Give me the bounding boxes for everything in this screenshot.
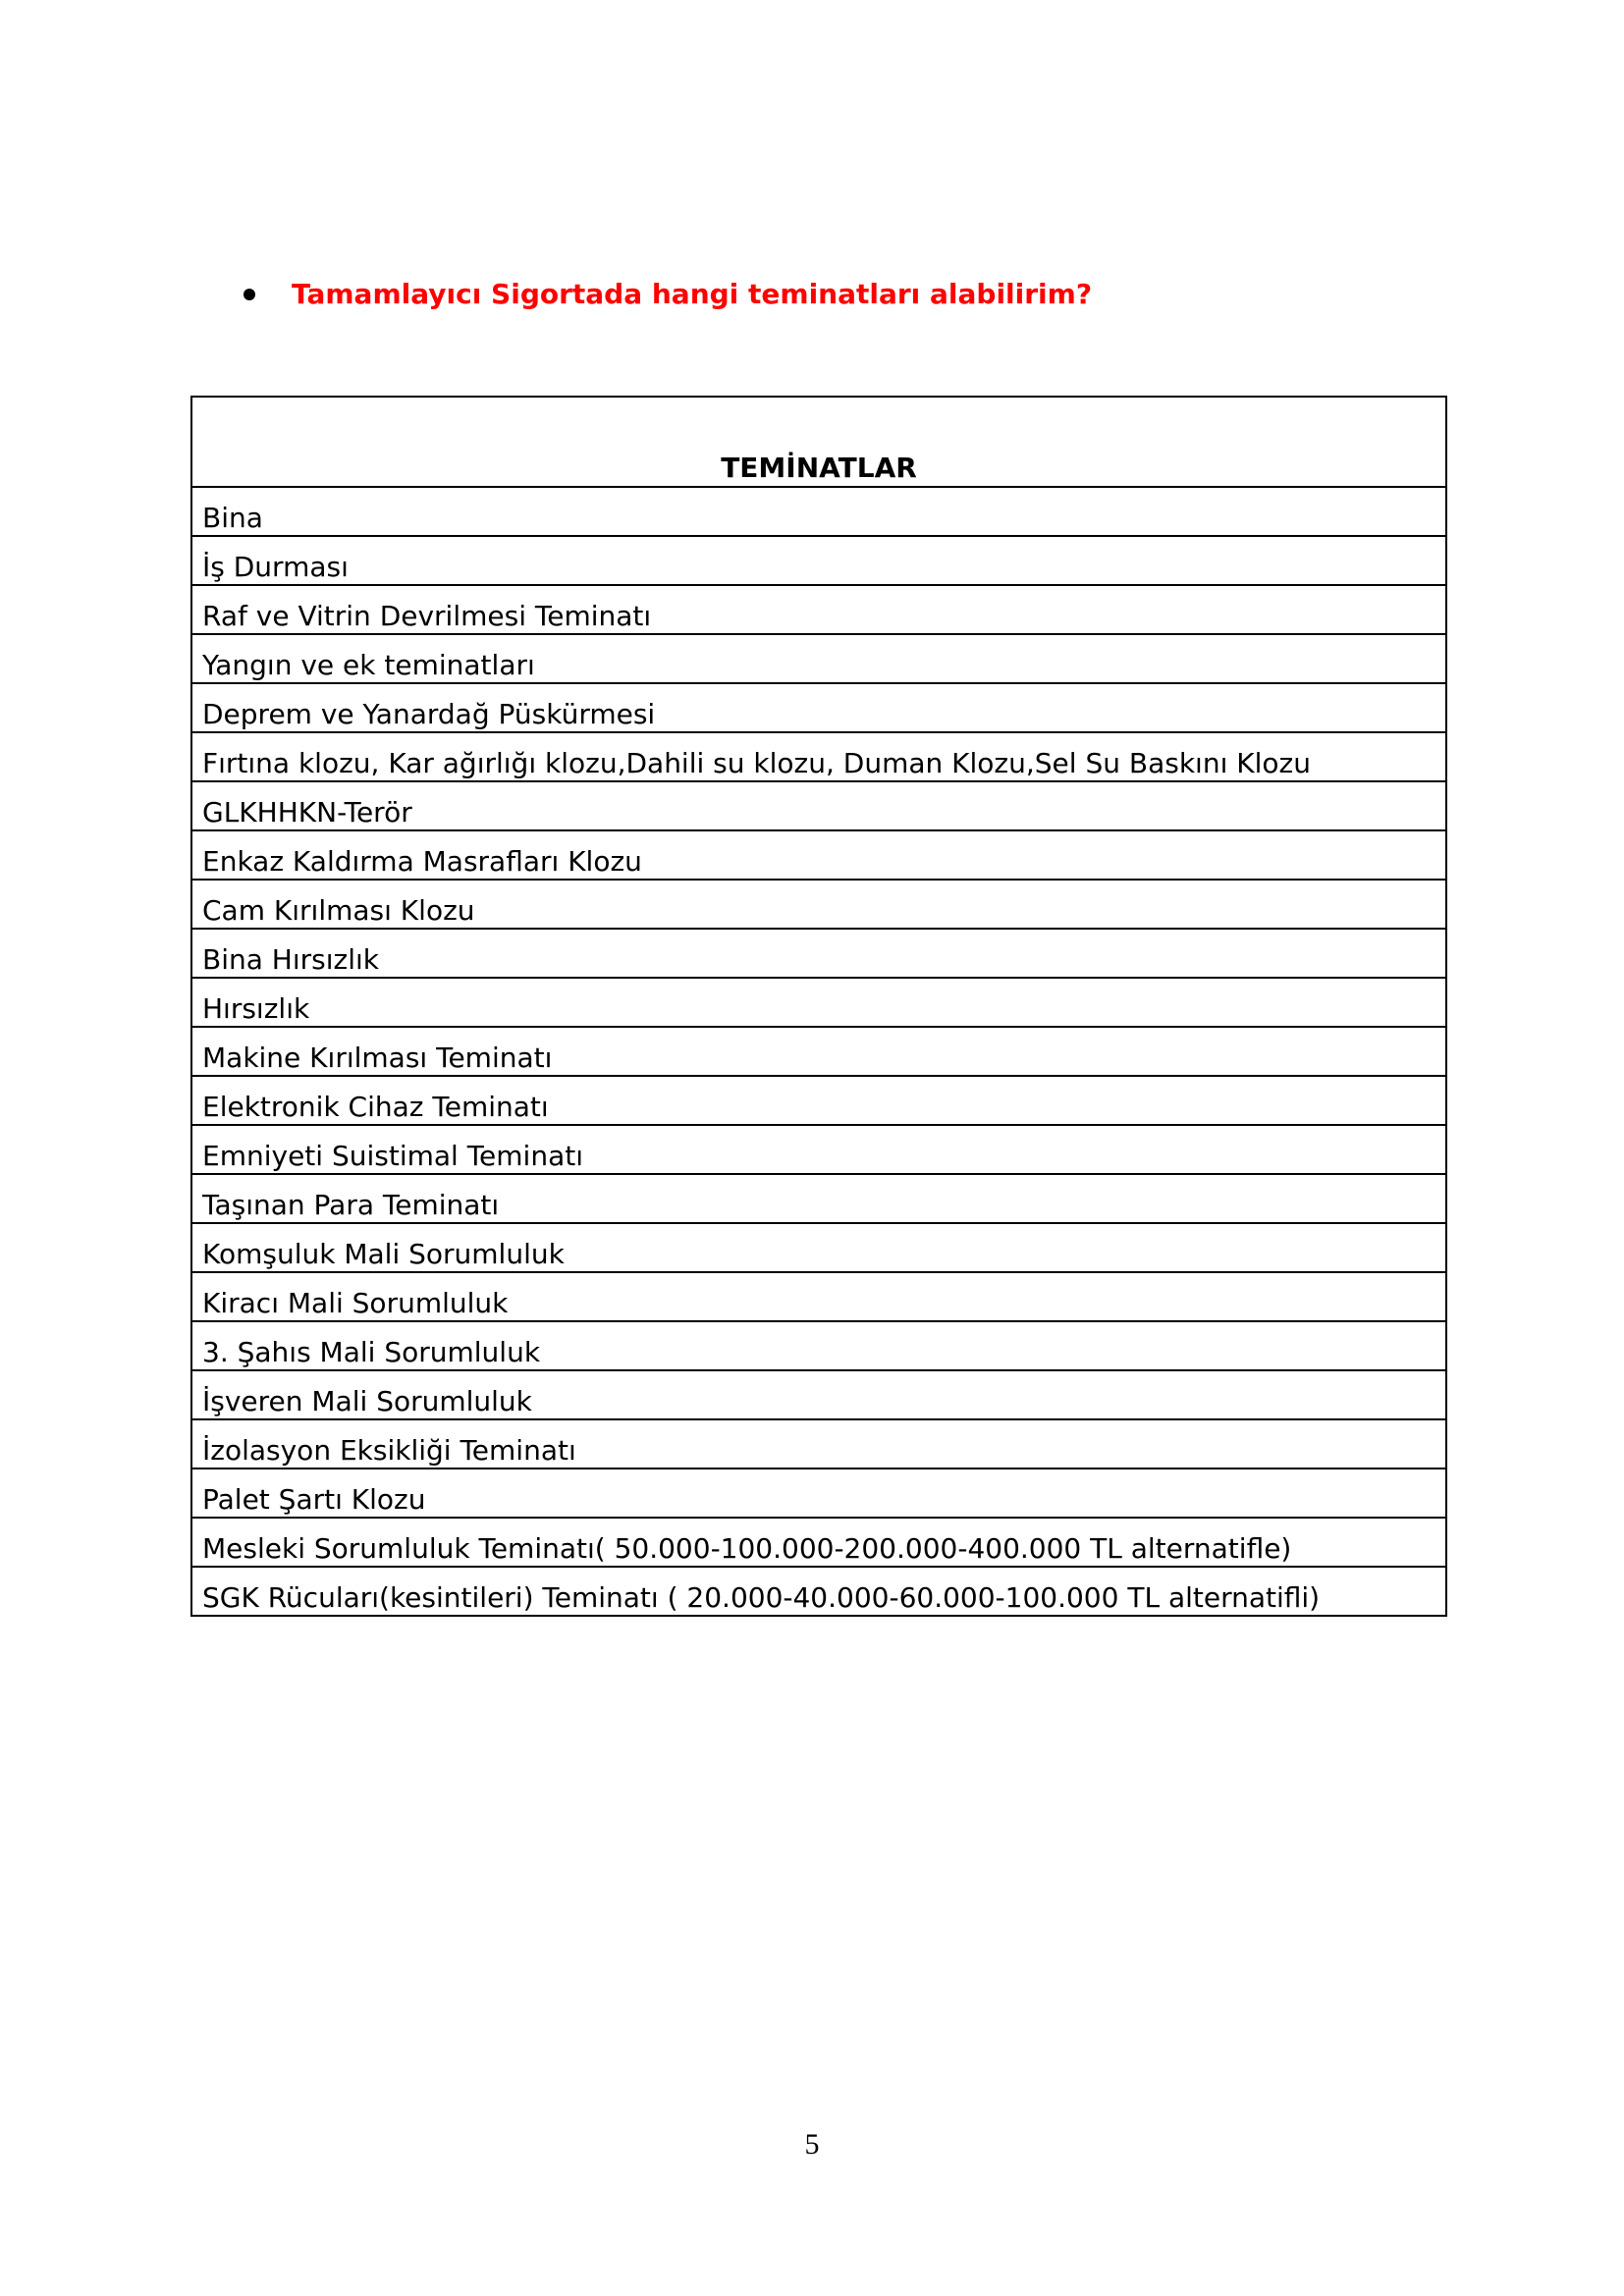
table-cell: Raf ve Vitrin Devrilmesi Teminatı	[191, 585, 1446, 634]
table-row	[191, 929, 1446, 978]
table-cell: Makine Kırılması Teminatı	[191, 1027, 1446, 1076]
table-row	[191, 1419, 1446, 1468]
table-cell: Hırsızlık	[191, 978, 1446, 1027]
table-cell: Komşuluk Mali Sorumluluk	[191, 1223, 1446, 1272]
table-row	[191, 1223, 1446, 1272]
table-row	[191, 1272, 1446, 1321]
table-cell: Bina	[191, 487, 1446, 536]
table-cell: Bina Hırsızlık	[191, 929, 1446, 978]
table-row	[191, 1370, 1446, 1419]
table-header: TEMİNATLAR	[191, 397, 1446, 487]
table-row	[191, 978, 1446, 1027]
table-cell: Yangın ve ek teminatları	[191, 634, 1446, 683]
table-cell: Deprem ve Yanardağ Püskürmesi	[191, 683, 1446, 732]
table-row	[191, 781, 1446, 830]
table-cell: Palet Şartı Klozu	[191, 1468, 1446, 1518]
table-row	[191, 634, 1446, 683]
table-row	[191, 1468, 1446, 1518]
table-cell: Emniyeti Suistimal Teminatı	[191, 1125, 1446, 1174]
coverage-table	[190, 396, 1447, 1617]
table-cell: 3. Şahıs Mali Sorumluluk	[191, 1321, 1446, 1370]
table-row	[191, 830, 1446, 880]
table-row	[191, 1174, 1446, 1223]
table-cell: GLKHHKN-Terör	[191, 781, 1446, 830]
table-cell: Mesleki Sorumluluk Teminatı( 50.000-100.000-200.000-400.000 TL alternatifle)	[191, 1518, 1446, 1567]
table-row	[191, 1076, 1446, 1125]
table-row	[191, 732, 1446, 781]
table-cell: İşveren Mali Sorumluluk	[191, 1370, 1446, 1419]
question-text: Tamamlayıcı Sigortada hangi teminatları alabilirim?	[292, 278, 1093, 310]
table-row	[191, 1125, 1446, 1174]
bullet-icon	[244, 289, 255, 300]
table-cell: Taşınan Para Teminatı	[191, 1174, 1446, 1223]
table-cell: Elektronik Cihaz Teminatı	[191, 1076, 1446, 1125]
table-row	[191, 1321, 1446, 1370]
table-row	[191, 536, 1446, 585]
table-cell: İzolasyon Eksikliği Teminatı	[191, 1419, 1446, 1468]
table-row	[191, 880, 1446, 929]
table-row	[191, 1027, 1446, 1076]
table-cell: Cam Kırılması Klozu	[191, 880, 1446, 929]
table-row	[191, 585, 1446, 634]
table-row	[191, 1567, 1446, 1616]
table-row	[191, 683, 1446, 732]
table-cell: İş Durması	[191, 536, 1446, 585]
table-cell: SGK Rücuları(kesintileri) Teminatı ( 20.000-40.000-60.000-100.000 TL alternatifli)	[191, 1567, 1446, 1616]
table-cell: Kiracı Mali Sorumluluk	[191, 1272, 1446, 1321]
table-header-row	[191, 397, 1446, 487]
page-number: 5	[804, 2128, 820, 2161]
question-heading	[244, 278, 1092, 310]
table-cell: Fırtına klozu, Kar ağırlığı klozu,Dahili su klozu, Duman Klozu,Sel Su Baskını Klozu	[191, 732, 1446, 781]
table-row	[191, 1518, 1446, 1567]
table-row	[191, 487, 1446, 536]
table-cell: Enkaz Kaldırma Masrafları Klozu	[191, 830, 1446, 880]
